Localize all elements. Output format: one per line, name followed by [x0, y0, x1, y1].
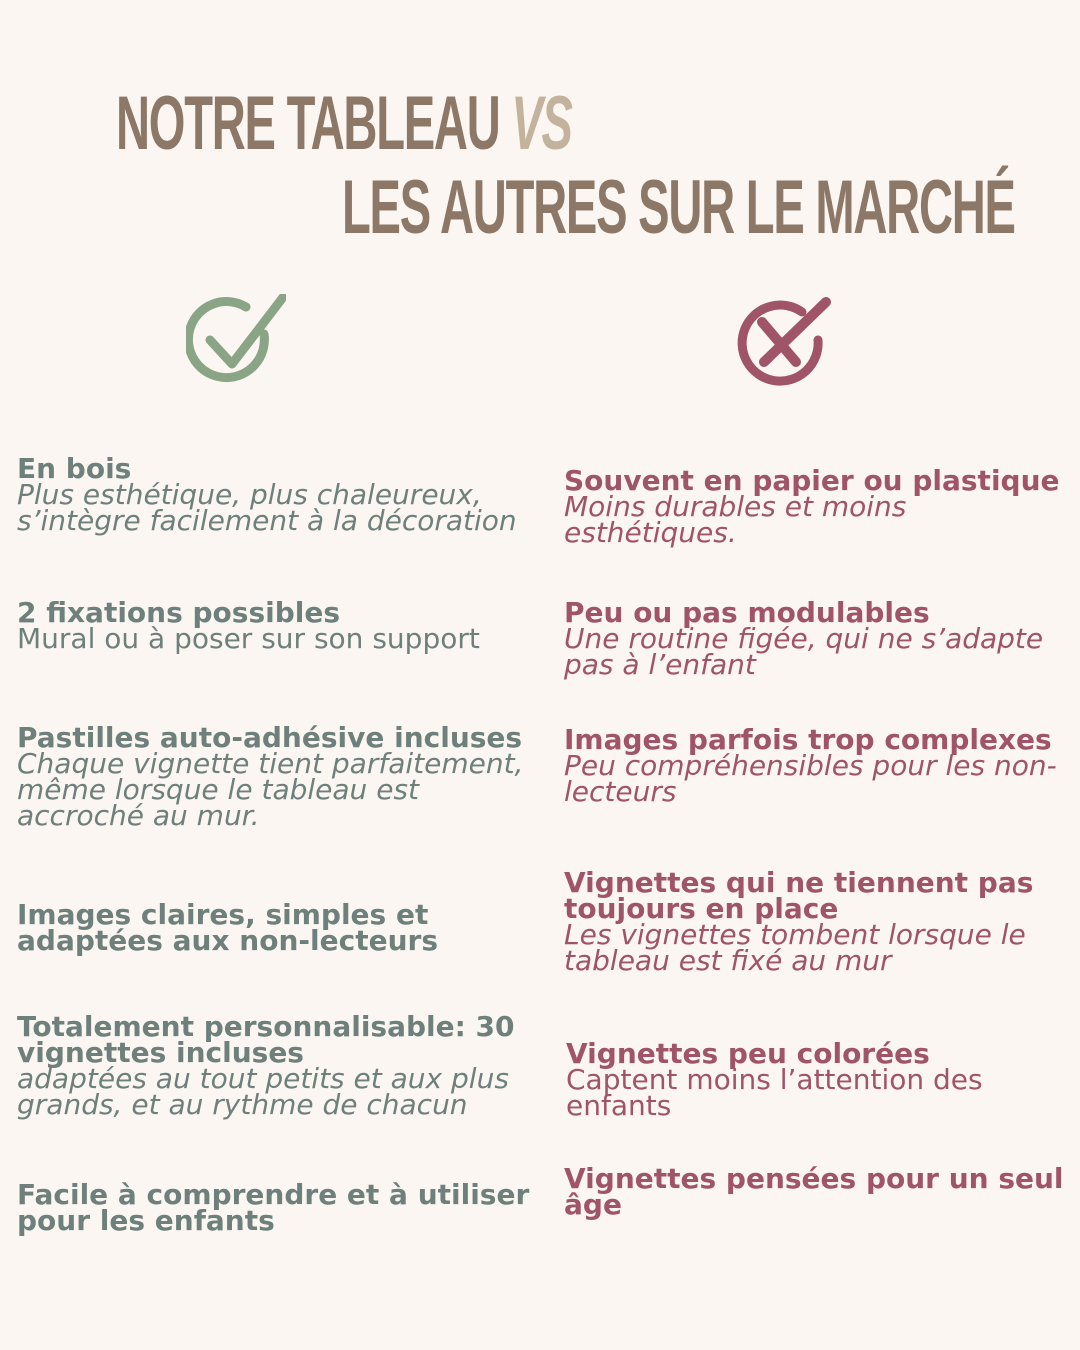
right-item-description: Moins durables et moins esthétiques.: [564, 490, 907, 549]
left-item-description: Plus esthétique, plus chaleureux, s’intègre facilement à la décoration: [17, 478, 517, 537]
right-item-paper: [564, 464, 1076, 549]
right-item-heading: Vignettes peu colorées: [566, 1037, 930, 1070]
title-line-2: [342, 165, 1080, 250]
title-subtitle: LES AUTRES SUR LE MARCHÉ: [342, 165, 1015, 250]
right-item-description: Les vignettes tombent lorsque le tableau est fixé au mur: [564, 918, 1026, 977]
left-item-description: adaptées au tout petits et aux plus grands, et au rythme de chacun: [17, 1062, 509, 1121]
left-item-easy: [17, 1178, 547, 1237]
left-item-heading: En bois: [17, 452, 132, 485]
left-item-description: Chaque vignette tient parfaitement, même lorsque le tableau est accroché au mur.: [17, 747, 524, 832]
right-item-heading: Vignettes pensées pour un seul âge: [564, 1162, 1064, 1221]
right-item-colors: [566, 1037, 1078, 1122]
left-item-customizable: [17, 1010, 547, 1121]
right-item-modular: [564, 596, 1076, 681]
left-item-wood: [17, 452, 547, 537]
left-item-fixations: [17, 596, 547, 655]
left-item-heading: Pastilles auto-adhésive incluses: [17, 721, 523, 754]
right-item-description: Une routine figée, qui ne s’adapte pas à l’enfant: [564, 622, 1044, 681]
left-item-heading: Images claires, simples et adaptées aux non-lecteurs: [17, 898, 438, 957]
left-item-heading: Totalement personnalisable: 30 vignettes incluses: [17, 1010, 515, 1069]
left-item-images: [17, 898, 547, 957]
title-vs: VS: [511, 81, 572, 166]
right-item-heading: Vignettes qui ne tiennent pas toujours en place: [564, 866, 1034, 925]
left-item-heading: 2 fixations possibles: [17, 596, 341, 629]
right-item-complex-images: [564, 723, 1076, 808]
right-item-description: Peu compréhensibles pour les non-lecteurs: [564, 749, 1057, 808]
right-item-heading: Images parfois trop complexes: [564, 723, 1052, 756]
title-main: NOTRE TABLEAU: [116, 81, 500, 166]
title-line-1: [116, 81, 851, 166]
left-item-heading: Facile à comprendre et à utiliser pour les enfants: [17, 1178, 530, 1237]
right-item-heading: Souvent en papier ou plastique: [564, 464, 1060, 497]
cross-circle-icon: [734, 296, 832, 392]
check-circle-icon: [186, 294, 286, 390]
right-item-heading: Peu ou pas modulables: [564, 596, 930, 629]
right-item-description: Captent moins l’attention des enfants: [566, 1063, 983, 1122]
right-item-single-age: [564, 1162, 1076, 1221]
left-item-description: Mural ou à poser sur son support: [17, 622, 480, 655]
left-item-stickers: [17, 721, 547, 832]
right-item-falling: [564, 866, 1076, 977]
